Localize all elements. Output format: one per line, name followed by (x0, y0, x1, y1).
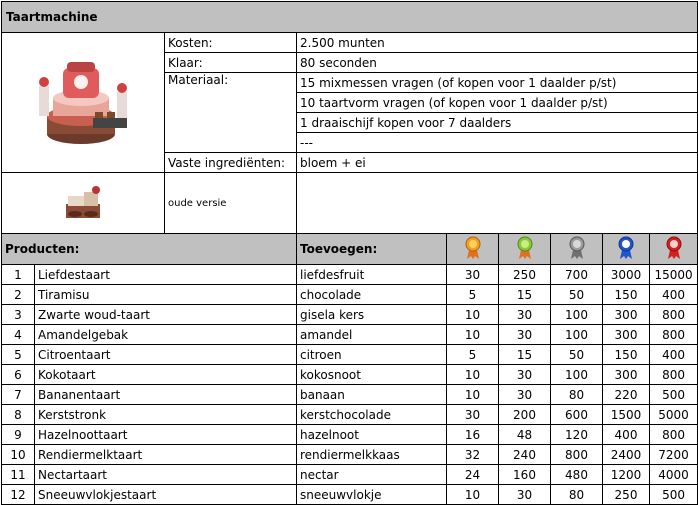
product-name: Amandelgebak (35, 325, 297, 345)
medal-value: 5 (447, 285, 499, 305)
medal-value: 250 (499, 265, 551, 285)
table-row (2, 445, 698, 465)
blue-medal-header (603, 234, 650, 265)
row-number: 10 (2, 445, 35, 465)
medal-value: 220 (603, 385, 650, 405)
medal-value: 700 (551, 265, 603, 285)
medal-value: 100 (551, 365, 603, 385)
medal-value: 5 (447, 345, 499, 365)
table-row (2, 285, 698, 305)
product-name: Tiramisu (35, 285, 297, 305)
medal-value: 50 (551, 285, 603, 305)
medal-value: 120 (551, 425, 603, 445)
medal-value: 3000 (603, 265, 650, 285)
ingredient-name: sneeuwvlokje (297, 485, 447, 505)
materiaal-value: --- (297, 133, 698, 153)
medal-value: 5000 (650, 405, 698, 425)
medal-value: 30 (447, 405, 499, 425)
row-number: 3 (2, 305, 35, 325)
product-name: Liefdestaart (35, 265, 297, 285)
product-name: Rendiermelktaart (35, 445, 297, 465)
medal-value: 80 (551, 485, 603, 505)
old-version-label: oude versie (165, 173, 297, 234)
klaar-label: Klaar: (165, 53, 297, 73)
product-name: Kerststronk (35, 405, 297, 425)
medal-value: 10 (447, 305, 499, 325)
ingredient-name: banaan (297, 385, 447, 405)
ingredient-name: citroen (297, 345, 447, 365)
klaar-value: 80 seconden (297, 53, 698, 73)
red-medal-header (650, 234, 698, 265)
medal-value: 1500 (603, 405, 650, 425)
machine-image-cell (2, 33, 165, 173)
medal-value: 24 (447, 465, 499, 485)
green-medal-icon (516, 236, 534, 260)
medal-value: 800 (551, 445, 603, 465)
medal-value: 500 (650, 385, 698, 405)
product-name: Bananentaart (35, 385, 297, 405)
medal-value: 800 (650, 305, 698, 325)
row-number: 4 (2, 325, 35, 345)
medal-value: 10 (447, 485, 499, 505)
medal-value: 300 (603, 365, 650, 385)
medal-value: 1200 (603, 465, 650, 485)
medal-value: 30 (499, 365, 551, 385)
medal-value: 30 (447, 265, 499, 285)
medal-value: 500 (650, 485, 698, 505)
table-row (2, 305, 698, 325)
ingredient-name: gisela kers (297, 305, 447, 325)
medal-value: 30 (499, 325, 551, 345)
row-number: 11 (2, 465, 35, 485)
add-header: Toevoegen: (297, 234, 447, 265)
ingredient-name: liefdesfruit (297, 265, 447, 285)
medal-value: 300 (603, 325, 650, 345)
medal-value: 200 (499, 405, 551, 425)
medal-value: 30 (499, 485, 551, 505)
medal-value: 600 (551, 405, 603, 425)
pie-machine-image (33, 46, 133, 156)
medal-value: 10 (447, 385, 499, 405)
product-name: Nectartaart (35, 465, 297, 485)
medal-value: 800 (650, 425, 698, 445)
gold-medal-icon (464, 236, 482, 260)
materiaal-value: 15 mixmessen vragen (of kopen voor 1 daalder p/st) (297, 73, 698, 93)
medal-value: 32 (447, 445, 499, 465)
ingredient-name: hazelnoot (297, 425, 447, 445)
row-number: 5 (2, 345, 35, 365)
row-number: 2 (2, 285, 35, 305)
green-medal-header (499, 234, 551, 265)
ingredient-name: rendiermelkkaas (297, 445, 447, 465)
ingredienten-value: bloem + ei (297, 153, 698, 173)
table-row (2, 485, 698, 505)
product-name: Sneeuwvlokjestaart (35, 485, 297, 505)
products-header: Producten: (2, 234, 297, 265)
medal-value: 10 (447, 325, 499, 345)
materiaal-value: 10 taartvorm vragen (of kopen voor 1 daalder p/st) (297, 93, 698, 113)
medal-value: 100 (551, 325, 603, 345)
medal-value: 15000 (650, 265, 698, 285)
row-number: 1 (2, 265, 35, 285)
product-name: Kokotaart (35, 365, 297, 385)
medal-value: 10 (447, 365, 499, 385)
product-name: Hazelnoottaart (35, 425, 297, 445)
ingredient-name: chocolade (297, 285, 447, 305)
medal-value: 100 (551, 305, 603, 325)
blue-medal-icon (617, 236, 635, 260)
product-name: Citroentaart (35, 345, 297, 365)
medal-value: 400 (603, 425, 650, 445)
ingredient-name: nectar (297, 465, 447, 485)
medal-value: 48 (499, 425, 551, 445)
medal-value: 80 (551, 385, 603, 405)
medal-value: 50 (551, 345, 603, 365)
medal-value: 30 (499, 385, 551, 405)
table-row (2, 405, 698, 425)
row-number: 6 (2, 365, 35, 385)
old-pie-machine-image (58, 180, 108, 224)
table-row (2, 345, 698, 365)
ingredienten-label: Vaste ingrediënten: (165, 153, 297, 173)
medal-value: 150 (603, 285, 650, 305)
medal-value: 400 (650, 345, 698, 365)
materiaal-value: 1 draaischijf kopen voor 7 daalders (297, 113, 698, 133)
kosten-value: 2.500 munten (297, 33, 698, 53)
gold-medal-header (447, 234, 499, 265)
medal-value: 30 (499, 305, 551, 325)
medal-value: 300 (603, 305, 650, 325)
medal-value: 4000 (650, 465, 698, 485)
row-number: 12 (2, 485, 35, 505)
old-version-empty (297, 173, 698, 234)
table-row (2, 385, 698, 405)
row-number: 9 (2, 425, 35, 445)
table-row (2, 425, 698, 445)
medal-value: 150 (603, 345, 650, 365)
medal-value: 800 (650, 365, 698, 385)
table-row (2, 265, 698, 285)
materiaal-label: Materiaal: (165, 73, 297, 153)
red-medal-icon (665, 236, 683, 260)
kosten-label: Kosten: (165, 33, 297, 53)
taartmachine-table (1, 1, 698, 505)
medal-value: 15 (499, 285, 551, 305)
medal-value: 2400 (603, 445, 650, 465)
ingredient-name: kerstchocolade (297, 405, 447, 425)
silver-medal-icon (568, 236, 586, 260)
page-title: Taartmachine (2, 2, 698, 33)
medal-value: 240 (499, 445, 551, 465)
row-number: 7 (2, 385, 35, 405)
table-row (2, 325, 698, 345)
table-row (2, 365, 698, 385)
old-version-image-cell (2, 173, 165, 234)
ingredient-name: amandel (297, 325, 447, 345)
silver-medal-header (551, 234, 603, 265)
medal-value: 250 (603, 485, 650, 505)
medal-value: 800 (650, 325, 698, 345)
medal-value: 16 (447, 425, 499, 445)
medal-value: 7200 (650, 445, 698, 465)
medal-value: 15 (499, 345, 551, 365)
product-name: Zwarte woud-taart (35, 305, 297, 325)
table-row (2, 465, 698, 485)
medal-value: 160 (499, 465, 551, 485)
medal-value: 480 (551, 465, 603, 485)
ingredient-name: kokosnoot (297, 365, 447, 385)
row-number: 8 (2, 405, 35, 425)
medal-value: 400 (650, 285, 698, 305)
